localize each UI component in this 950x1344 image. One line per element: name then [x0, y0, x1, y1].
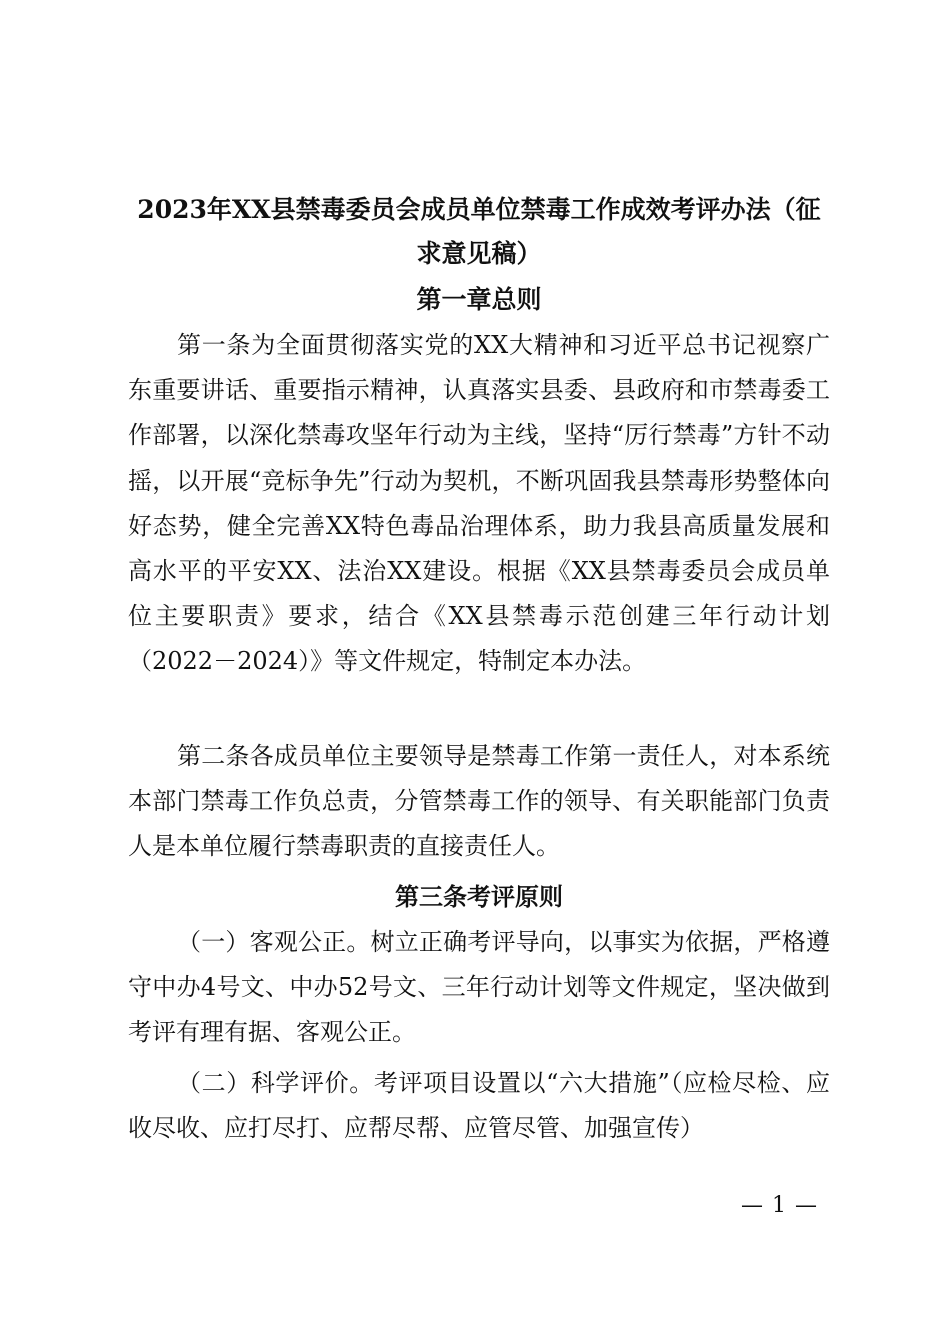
page-number: — 1 — [741, 1193, 818, 1218]
principle-1-paragraph: （一）客观公正。树立正确考评导向，以事实为依据，严格遵守中办4号文、中办52号文、三年行动计划等文件规定，坚决做到考评有理有据、客观公正。 [128, 928, 830, 1047]
principle-2-paragraph: （二）科学评价。考评项目设置以“六大措施”（应检尽检、应收尽收、应打尽打、应帮尽帮、应管尽管、加强宣传） [128, 1069, 830, 1143]
article-3-heading: 第三条考评原则 [395, 882, 563, 911]
article-2-paragraph: 第二条各成员单位主要领导是禁毒工作第一责任人，对本系统本部门禁毒工作负总责，分管禁毒工作的领导、有关职能部门负责人是本单位履行禁毒职责的直接责任人。 [128, 742, 830, 861]
chapter-heading: 第一章总则 [416, 285, 542, 314]
document-title: 2023年XX县禁毒委员会成员单位禁毒工作成效考评办法（征求意见稿） [137, 195, 821, 268]
article-1-paragraph: 第一条为全面贯彻落实党的XX大精神和习近平总书记视察广东重要讲话、重要指示精神，认真落实县委、县政府和市禁毒委工作部署，以深化禁毒攻坚年行动为主线，坚持“厉行禁毒”方针不动摇，以开展“竞标争先”行动为契机，不断巩固我县禁毒形势整体向好态势，健全完善XX特色毒品治理体系，助力我县高质量发展和高水平的平安XX、法治XX建设。根据《XX县禁毒委员会成员单位主要职责》要求，结合《XX县禁毒示范创建三年行动计划（2022－2024）》等文件规定，特制定本办法。 [128, 331, 830, 676]
